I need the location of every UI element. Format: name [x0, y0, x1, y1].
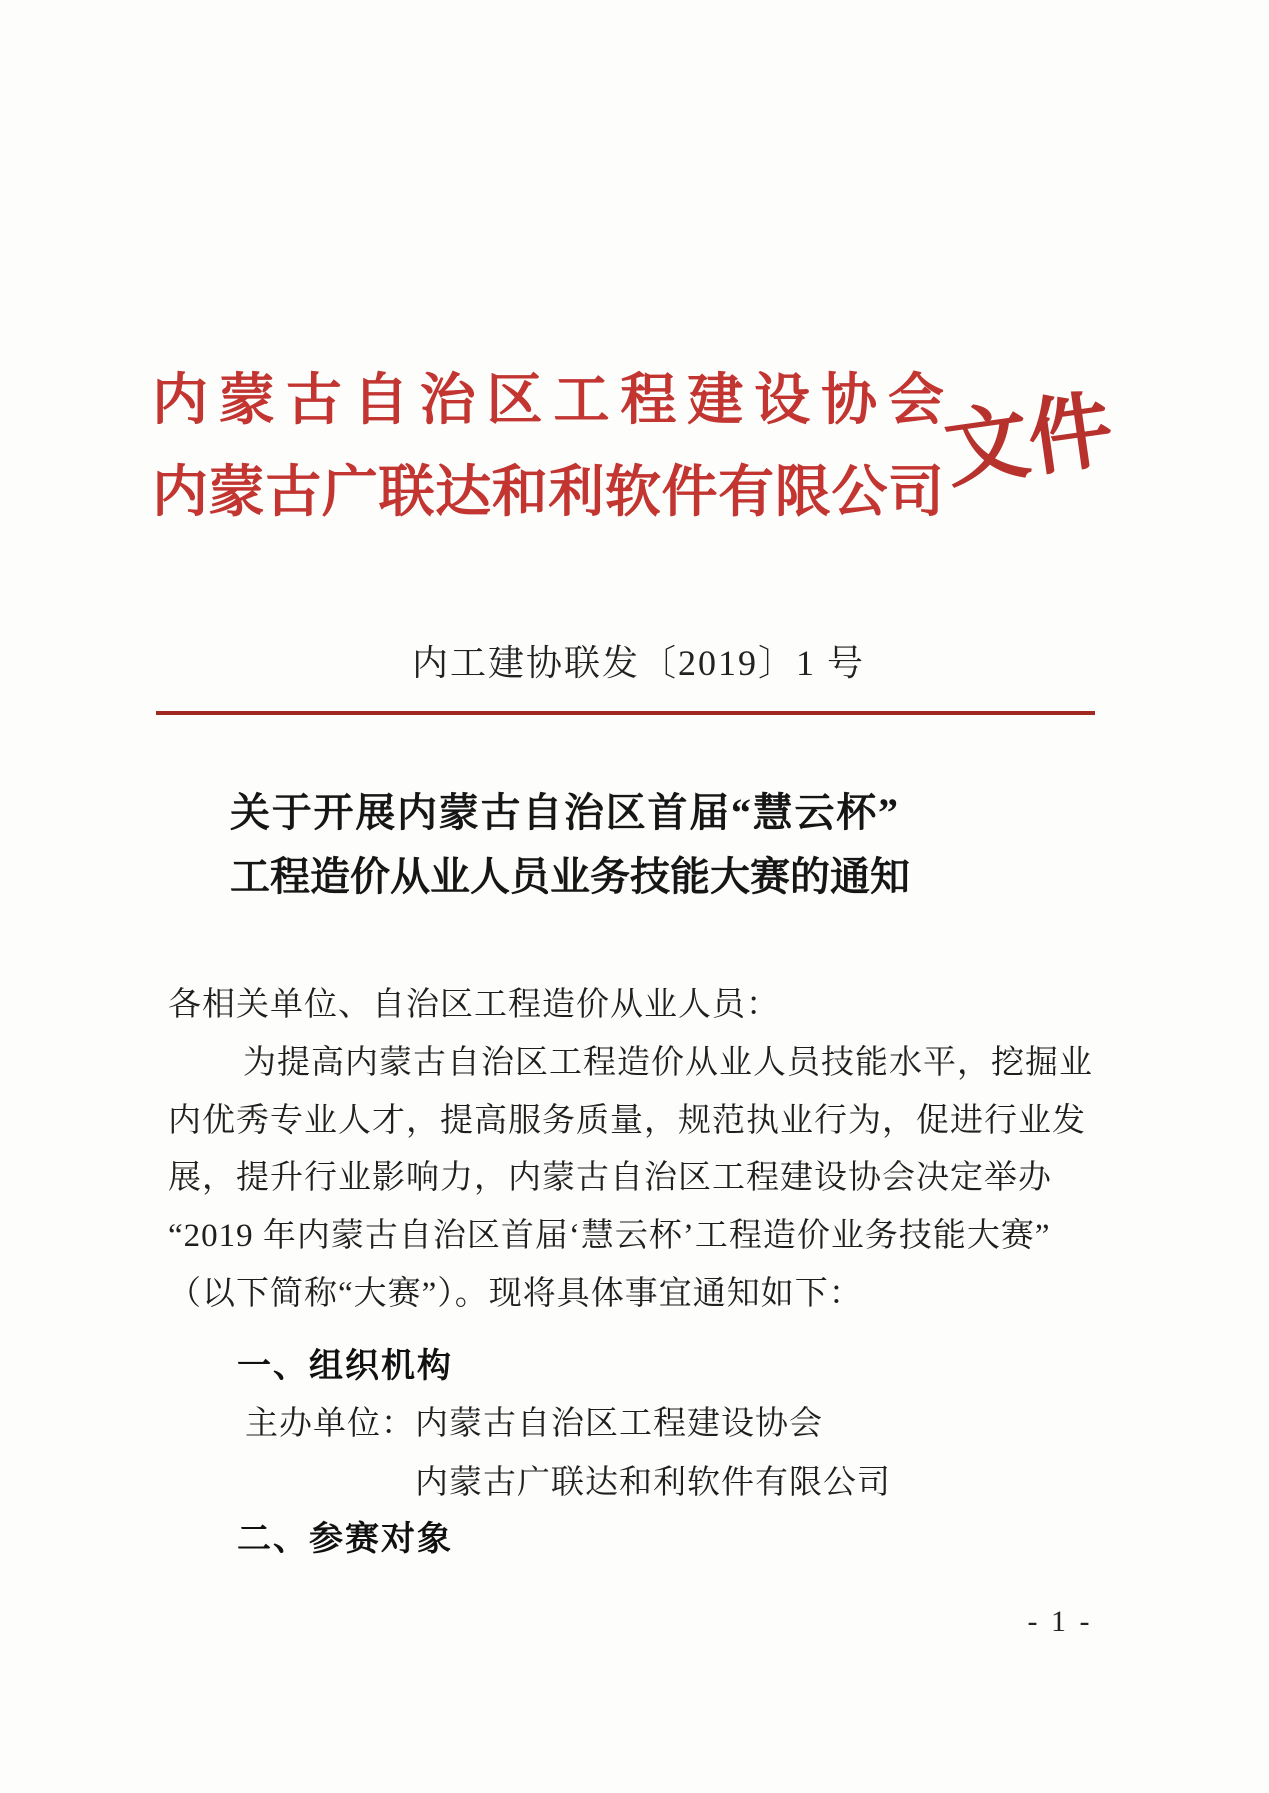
section-heading-organization: 一、组织机构	[237, 1347, 453, 1385]
document-reference-number: 内工建协联发〔2019〕1 号	[411, 643, 865, 683]
paragraph-line: 展，提升行业影响力，内蒙古自治区工程建设协会决定举办	[168, 1160, 1052, 1196]
page-number: - 1 -	[1027, 1605, 1093, 1638]
paragraph-line: 为提高内蒙古自治区工程造价从业人员技能水平，挖掘业	[243, 1045, 1093, 1081]
paragraph-line: “2019 年内蒙古自治区首届‘慧云杯’工程造价业务技能大赛”	[168, 1218, 1051, 1254]
letterhead-org-line2: 内蒙古广联达和利软件有限公司	[152, 462, 944, 524]
host-organizer-line1: 主办单位：内蒙古自治区工程建设协会	[245, 1406, 823, 1442]
letterhead-document-label: 文件	[939, 383, 1119, 499]
red-separator-rule	[156, 711, 1095, 715]
paragraph-line: （以下简称“大赛”）。现将具体事宜通知如下：	[168, 1276, 863, 1312]
section-heading-participants: 二、参赛对象	[237, 1520, 453, 1558]
paragraph-line: 内优秀专业人才，提高服务质量，规范执业行为，促进行业发	[168, 1103, 1086, 1139]
document-title-line2: 工程造价从业人员业务技能大赛的通知	[230, 854, 910, 899]
salutation-line: 各相关单位、自治区工程造价从业人员：	[168, 987, 780, 1023]
letterhead-org-line1: 内蒙古自治区工程建设协会	[152, 370, 944, 432]
host-organizer-line2: 内蒙古广联达和利软件有限公司	[415, 1465, 891, 1501]
document-title-line1: 关于开展内蒙古自治区首届“慧云杯”	[230, 790, 898, 835]
